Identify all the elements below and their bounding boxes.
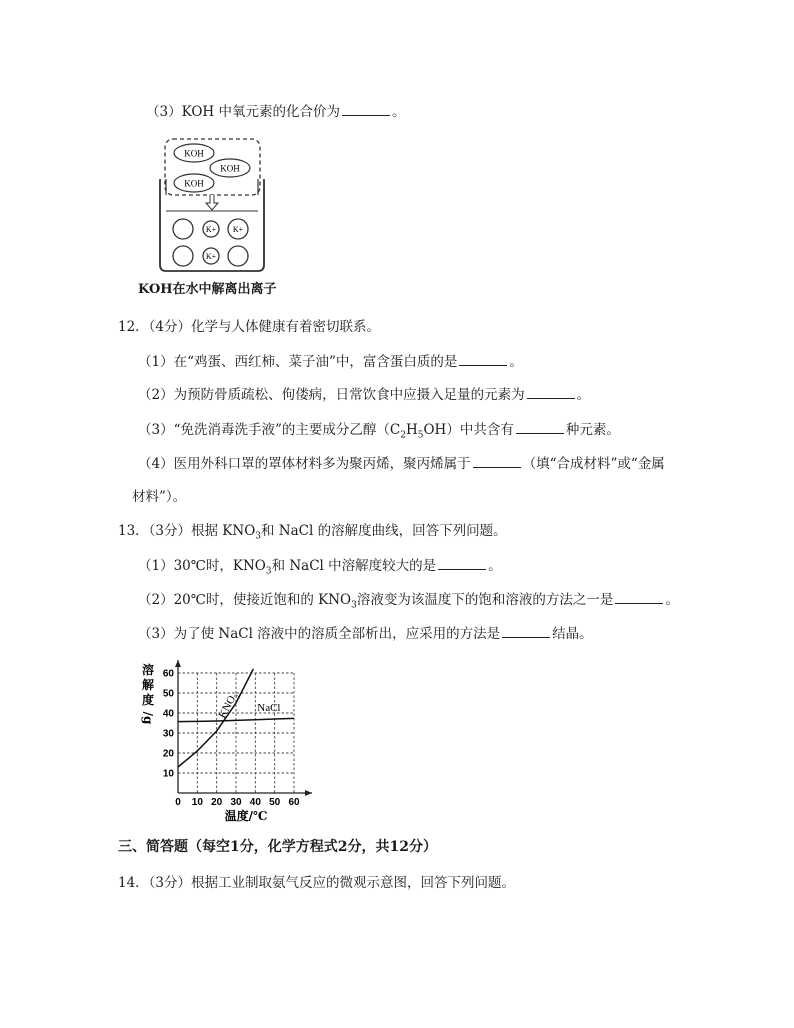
answer-blank <box>527 385 575 399</box>
y-axis-label-unit: /g <box>141 711 155 725</box>
x-tick-label: 30 <box>230 797 242 808</box>
hydroxide-ion-2 <box>173 246 193 266</box>
koh-dissociation-figure <box>150 135 280 275</box>
y-tick-label: 30 <box>162 728 174 740</box>
question-12-1 <box>138 352 523 371</box>
answer-blank <box>516 420 564 434</box>
arrow-icon <box>206 195 218 210</box>
item-text: （3）“免洗消毒洗手液”的主要成分乙醇（C <box>138 422 401 438</box>
question-13-3 <box>138 624 593 643</box>
ion-label-1: K+ <box>205 225 217 234</box>
solubility-curve-chart <box>138 656 318 824</box>
item-end: 。 <box>509 354 523 370</box>
x-tick-label: 20 <box>211 797 223 808</box>
subscript: 3 <box>265 566 272 577</box>
item-text: （1）在“鸡蛋、西红柿、菜子油”中，富含蛋白质的是 <box>138 354 458 370</box>
item-end: 种元素。 <box>565 422 620 438</box>
item-end: 。 <box>576 387 591 403</box>
x-tick-label: 0 <box>175 797 181 808</box>
y-axis-label-char: 度 <box>141 693 155 707</box>
answer-blank <box>615 590 663 604</box>
item-text: （4）医用外科口罩的罩体材料多为聚丙烯，聚丙烯属于 <box>138 456 471 472</box>
item-text: 13．（3分）根据 KNO <box>118 523 256 539</box>
question-13-1 <box>138 556 502 581</box>
question-14-stem: 14．（3分）根据工业制取氨气反应的微观示意图，回答下列问题。 <box>118 875 516 891</box>
item-end: 。 <box>488 558 502 574</box>
item-end: 结晶。 <box>552 626 593 642</box>
question-12-stem: 12．（4分）化学与人体健康有着密切联系。 <box>118 319 381 335</box>
kno3-curve <box>178 669 253 767</box>
question-13-2 <box>138 590 679 615</box>
subscript: 5 <box>417 430 424 441</box>
answer-blank <box>342 102 390 116</box>
item-text: 和 NaCl 中溶解度较大的是 <box>271 558 437 574</box>
y-tick-label: 60 <box>162 668 174 680</box>
nacl-series-label: NaCl <box>257 702 281 714</box>
figure-caption: KOH在水中解离出离子 <box>138 282 277 297</box>
section-3-title: 三、简答题（每空1分，化学方程式2分，共12分） <box>118 839 437 855</box>
item-end: （填“合成材料”或“金属 <box>522 456 665 472</box>
x-tick-label: 40 <box>249 797 261 808</box>
question-11-3 <box>146 102 405 121</box>
item-text: （2）20℃时，使接近饱和的 KNO <box>138 592 352 608</box>
y-axis-label-char: 溶 <box>141 663 155 677</box>
x-tick-label: 50 <box>269 797 281 808</box>
question-13-stem <box>118 522 507 546</box>
item-text: OH）中共含有 <box>423 422 514 438</box>
hydroxide-ion-1 <box>173 219 193 239</box>
item-text: 和 NaCl 的溶解度曲线，回答下列问题。 <box>261 523 507 539</box>
ion-label-3: K+ <box>205 252 217 261</box>
y-tick-label: 10 <box>162 768 174 780</box>
x-tick-label: 60 <box>288 797 300 808</box>
question-12-4 <box>138 454 665 473</box>
item-text: （3）为了使 NaCl 溶液中的溶质全部析出，应采用的方法是 <box>138 626 501 642</box>
x-axis-label: 温度/℃ <box>224 809 268 823</box>
y-tick-label: 50 <box>162 688 174 700</box>
item-number: （3） <box>146 104 182 120</box>
y-axis-label-char: 解 <box>141 678 155 692</box>
subscript: 3 <box>255 531 262 542</box>
koh-label-2: KOH <box>220 163 240 174</box>
y-axis-arrow-icon <box>175 660 181 667</box>
koh-label-1: KOH <box>184 148 204 159</box>
answer-blank <box>438 556 486 570</box>
ion-label-2: K+ <box>232 225 244 234</box>
item-end: 。 <box>391 104 406 120</box>
answer-blank <box>502 624 550 638</box>
item-text: KOH 中氧元素的化合价为 <box>181 104 340 120</box>
subscript: 3 <box>351 600 357 611</box>
y-tick-label: 20 <box>162 748 174 760</box>
question-12-3 <box>138 420 620 445</box>
kno3-series-label: KNO₃ <box>216 690 241 721</box>
item-text: 溶液变为该温度下的饱和溶液的方法之一是 <box>356 592 614 608</box>
answer-blank <box>473 454 521 468</box>
subscript: 2 <box>400 430 406 441</box>
item-text: （2）为预防骨质疏松、佝偻病，日常饮食中应摄入足量的元素为 <box>138 387 525 403</box>
item-text: （1）30℃时，KNO <box>138 558 266 574</box>
x-axis-arrow-icon <box>305 790 312 796</box>
question-12-4-continued: 材料”）。 <box>132 489 187 505</box>
answer-blank <box>459 352 507 366</box>
koh-label-3: KOH <box>184 178 204 189</box>
item-end: 。 <box>665 592 679 608</box>
item-text: H <box>405 422 418 438</box>
x-tick-label: 10 <box>191 797 203 808</box>
hydroxide-ion-3 <box>228 246 248 266</box>
question-12-2 <box>138 385 590 404</box>
y-tick-label: 40 <box>162 708 174 720</box>
